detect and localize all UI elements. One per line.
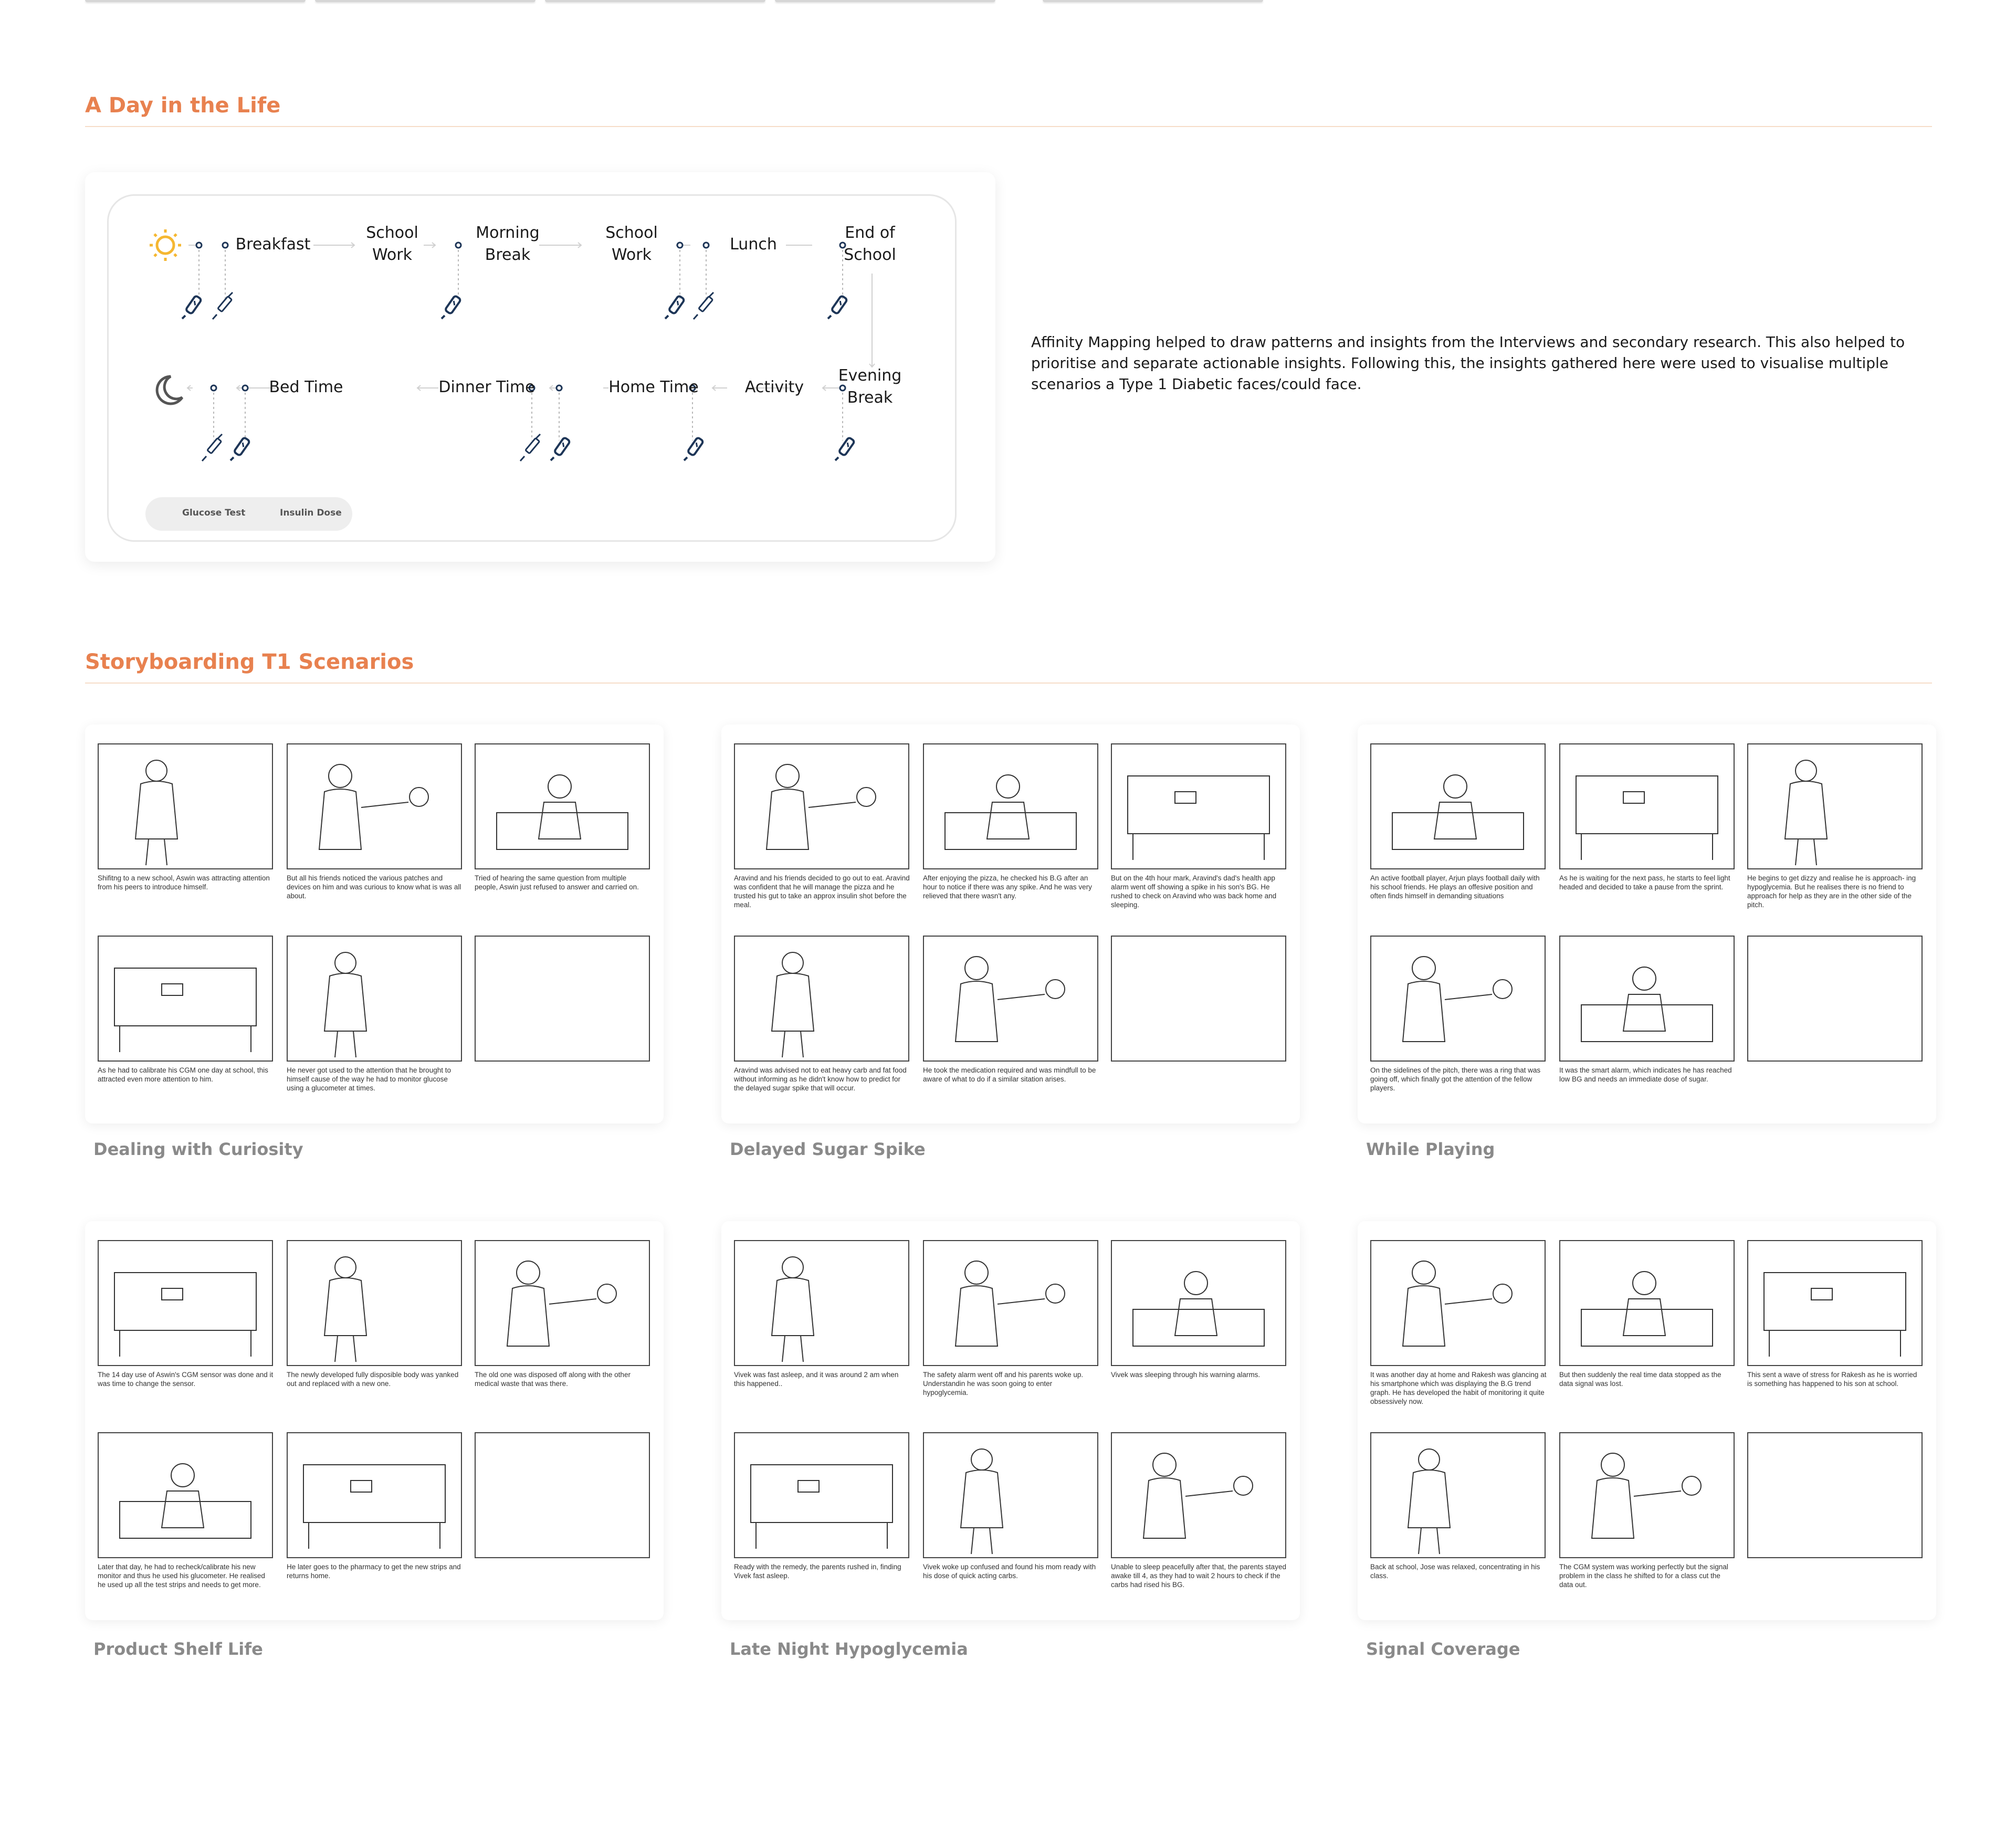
- storyboard-card[interactable]: [85, 724, 664, 1124]
- storyboard-panel: [1559, 743, 1735, 869]
- storyboard-panel: [98, 1240, 273, 1366]
- storyboard-caption: He begins to get dizzy and realise he is approach- ing hypoglycemia. But he realises there is no friend to approach for help as they are in the other side of the pitch.: [1747, 874, 1916, 909]
- section-title-day: A Day in the Life: [85, 93, 281, 118]
- storyboard-title: While Playing: [1366, 1139, 1495, 1159]
- storyboard-panel: [1111, 936, 1286, 1062]
- storyboard-caption: The old one was disposed off along with the other medical waste that was there.: [475, 1371, 631, 1388]
- storyboard-caption: Tried of hearing the same question from multiple people, Aswin just refused to answer and carried on.: [475, 874, 639, 891]
- sun-icon: [150, 229, 181, 261]
- sketch-illustration: [735, 1241, 908, 1365]
- storyboard-caption: The 14 day use of Aswin's CGM sensor was done and it was time to change the sensor.: [98, 1371, 274, 1388]
- storyboard-panel: [287, 936, 462, 1062]
- timeline-node-end-of-school: End of School: [844, 224, 896, 264]
- day-timeline-card: [85, 172, 995, 562]
- sketch-illustration: [1371, 937, 1545, 1060]
- sketch-illustration: [1371, 744, 1545, 868]
- storyboard-caption: Shifitng to a new school, Aswin was attracting attention from his peers to introduce himself.: [98, 874, 270, 891]
- storyboard-panel: [287, 743, 462, 869]
- storyboard-caption: Ready with the remedy, the parents rushed in, finding Vivek fast asleep.: [734, 1563, 901, 1580]
- sketch-illustration: [735, 1433, 908, 1557]
- storyboard-title: Product Shelf Life: [93, 1639, 263, 1659]
- sketch-illustration: [1112, 744, 1285, 868]
- storyboard-caption: But on the 4th hour mark, Aravind's dad's health app alarm went off showing a spike in his son's BG. He rushed to check on Aravind who was back home and sleeping.: [1111, 874, 1277, 909]
- insulin-pen-icon: [213, 292, 233, 319]
- storyboard-panel: [98, 743, 273, 869]
- storyboard-panel: [1747, 743, 1923, 869]
- timeline-node-bed-time: Bed Time: [269, 378, 343, 396]
- timeline-node-school-work: School Work: [605, 224, 658, 264]
- storyboard-caption: He took the medication required and was mindfull to be aware of what to do if a similar sitation arises.: [923, 1066, 1096, 1083]
- glucose-meter-icon: [442, 296, 461, 319]
- storyboard-caption: Vivek was sleeping through his warning alarms.: [1111, 1371, 1261, 1379]
- glucose-meter-icon: [230, 437, 250, 460]
- timeline-node-morning-break: Morning Break: [476, 224, 540, 264]
- storyboard-panel: [287, 1240, 462, 1366]
- storyboard-title: Delayed Sugar Spike: [730, 1139, 926, 1159]
- storyboard-title: Dealing with Curiosity: [93, 1139, 303, 1159]
- storyboard-caption: Unable to sleep peacefully after that, the parents stayed awake till 4, as they had to wait 2 hours to check if the carbs had rised his BG.: [1111, 1563, 1286, 1589]
- sketch-illustration: [99, 1241, 272, 1365]
- storyboard-panel: [1370, 936, 1546, 1062]
- storyboard-panel: [1559, 1240, 1735, 1366]
- day-timeline-frame: [107, 194, 957, 542]
- affinity-description: Affinity Mapping helped to draw patterns and insights from the Interviews and secondary research. This also helped to prioritise and separate actionable insights. Following this, the insights gathered here were used to visualise multiple scenarios a Type 1 Diabetic faces/could face.: [1031, 333, 1905, 393]
- storyboard-panel: [475, 1432, 650, 1558]
- storyboard-panel: [734, 1432, 909, 1558]
- storyboard-caption: This sent a wave of stress for Rakesh as he is worried is something has happened to his son at school.: [1747, 1371, 1917, 1388]
- sketch-illustration: [924, 937, 1097, 1060]
- storyboard-title: Signal Coverage: [1366, 1639, 1520, 1659]
- storyboard-panel: [1370, 1432, 1546, 1558]
- sketch-illustration: [735, 744, 908, 868]
- timeline-node-evening-break: Evening Break: [838, 366, 902, 407]
- storyboard-caption: Aravind was advised not to eat heavy carb and fat food without informing as he didn't know how to predict for the delayed sugar spike that will occur.: [734, 1066, 907, 1092]
- section-divider: [85, 682, 1932, 684]
- storyboard-panel: [287, 1432, 462, 1558]
- storyboard-panel: [1370, 743, 1546, 869]
- storyboard-caption: Later that day, he had to recheck/calibrate his new monitor and thus he used his glucometer. He realised he used up all the test strips and needs to get more.: [98, 1563, 265, 1589]
- timeline-node-home-time: Home Time: [608, 378, 699, 396]
- storyboard-caption: Aravind and his friends decided to go out to eat. Aravind was confident that he will manage the pizza and he trusted his gut to take an approx insulin shot before the meal.: [734, 874, 910, 909]
- section-divider: [85, 126, 1932, 127]
- storyboard-panel: [923, 743, 1098, 869]
- sketch-illustration: [1560, 1241, 1734, 1365]
- storyboard-panel: [1559, 1432, 1735, 1558]
- sketch-illustration: [924, 1241, 1097, 1365]
- storyboard-caption: He later goes to the pharmacy to get the new strips and returns home.: [287, 1563, 461, 1580]
- storyboard-caption: But all his friends noticed the various patches and devices on him and was curious to know what is was all about.: [287, 874, 461, 900]
- timeline-node-lunch: Lunch: [730, 235, 777, 254]
- sketch-illustration: [924, 744, 1097, 868]
- storyboard-panel: [98, 1432, 273, 1558]
- timeline-legend: [145, 497, 352, 531]
- storyboard-panel: [734, 1240, 909, 1366]
- storyboard-caption: On the sidelines of the pitch, there was a ring that was going off, which finally got the attention of the fellow players.: [1370, 1066, 1541, 1092]
- sketch-illustration: [1748, 744, 1922, 868]
- storyboard-caption: It was the smart alarm, which indicates he has reached low BG and needs an immediate dose of sugar.: [1559, 1066, 1732, 1083]
- storyboard-panel: [1747, 1240, 1923, 1366]
- sketch-illustration: [1748, 1241, 1922, 1365]
- storyboard-caption: Back at school, Jose was relaxed, concentrating in his class.: [1370, 1563, 1540, 1580]
- sketch-illustration: [288, 1433, 461, 1557]
- timeline-node-activity: Activity: [744, 378, 804, 396]
- storyboard-panel: [734, 743, 909, 869]
- storyboard-panel: [1111, 743, 1286, 869]
- storyboard-caption: He never got used to the attention that he brought to himself cause of the way he had to monitor glucose using a glucometer at times.: [287, 1066, 451, 1092]
- sketch-illustration: [476, 1241, 649, 1365]
- storyboard-card[interactable]: [1358, 1221, 1936, 1620]
- storyboard-card[interactable]: [1358, 724, 1936, 1124]
- storyboard-caption: The safety alarm went off and his parents woke up. Understandin he was soon going to enter hypoglycemia.: [923, 1371, 1084, 1396]
- glucose-meter-icon: [665, 296, 685, 319]
- glucose-meter-icon: [828, 296, 847, 319]
- storyboard-panel: [923, 936, 1098, 1062]
- glucose-meter-icon: [182, 296, 202, 319]
- moon-icon: [157, 376, 182, 404]
- sketch-illustration: [1112, 1241, 1285, 1365]
- tab-stub[interactable]: [1043, 0, 1263, 2]
- storyboard-panel: [1370, 1240, 1546, 1366]
- storyboard-caption: The newly developed fully disposible body was yanked out and replaced with a new one.: [287, 1371, 459, 1388]
- sketch-illustration: [1371, 1241, 1545, 1365]
- sketch-illustration: [924, 1433, 1097, 1557]
- storyboard-panel: [734, 936, 909, 1062]
- sketch-illustration: [476, 744, 649, 868]
- sketch-illustration: [1371, 1433, 1545, 1557]
- storyboard-panel: [1559, 936, 1735, 1062]
- storyboard-panel: [1747, 936, 1923, 1062]
- sketch-illustration: [1560, 744, 1734, 868]
- glucose-meter-icon: [835, 437, 855, 460]
- storyboard-panel: [1111, 1240, 1286, 1366]
- sketch-illustration: [1560, 937, 1734, 1060]
- storyboard-caption: After enjoying the pizza, he checked his B.G after an hour to notice if there was any spike. And he was very relieved that there wasn't any.: [923, 874, 1092, 900]
- tab-stub[interactable]: [315, 0, 536, 2]
- timeline-node-breakfast: Breakfast: [235, 235, 311, 254]
- sketch-illustration: [1560, 1433, 1734, 1557]
- storyboard-caption: The CGM system was working perfectly but the signal problem in the class he shifted to for a class cut the data out.: [1559, 1563, 1728, 1589]
- storyboard-caption: But then suddenly the real time data stopped as the data signal was lost.: [1559, 1371, 1721, 1388]
- storyboard-caption: It was another day at home and Rakesh was glancing at his smartphone which was displaying the B.G trend graph. He has developed the habit of monitoring it quite obsessively now.: [1370, 1371, 1547, 1405]
- legend-insulin-label: Insulin Dose: [280, 508, 342, 518]
- sketch-illustration: [735, 937, 908, 1060]
- storyboard-panel: [923, 1240, 1098, 1366]
- storyboard-panel: [475, 936, 650, 1062]
- storyboard-caption: Vivek woke up confused and found his mom ready with his dose of quick acting carbs.: [923, 1563, 1096, 1580]
- storyboard-card[interactable]: [721, 1221, 1300, 1620]
- timeline-node-dinner-time: Dinner Time: [438, 378, 535, 396]
- tab-stub[interactable]: [85, 0, 306, 2]
- timeline-node-school-work: School Work: [366, 224, 418, 264]
- tab-stub[interactable]: [545, 0, 765, 2]
- glucose-meter-icon: [551, 437, 570, 460]
- section-title-storyboard: Storyboarding T1 Scenarios: [85, 650, 414, 674]
- sketch-illustration: [99, 744, 272, 868]
- sketch-illustration: [1112, 1433, 1285, 1557]
- storyboard-panel: [1111, 1432, 1286, 1558]
- storyboard-caption: An active football player, Arjun plays football daily with his school friends. He plays an offesive position and often finds himself in demanding situations: [1370, 874, 1540, 900]
- sketch-illustration: [288, 744, 461, 868]
- storyboard-panel: [475, 743, 650, 869]
- sketch-illustration: [288, 1241, 461, 1365]
- sketch-illustration: [99, 937, 272, 1060]
- storyboard-caption: As he had to calibrate his CGM one day at school, this attracted even more attention to him.: [98, 1066, 268, 1083]
- glucose-meter-icon: [684, 437, 704, 460]
- storyboard-panel: [923, 1432, 1098, 1558]
- insulin-pen-icon: [520, 434, 540, 461]
- storyboard-title: Late Night Hypoglycemia: [730, 1639, 968, 1659]
- legend-glucose-label: Glucose Test: [182, 508, 246, 518]
- storyboard-card[interactable]: [721, 724, 1300, 1124]
- storyboard-caption: Vivek was fast asleep, and it was around 2 am when this happened..: [734, 1371, 899, 1388]
- storyboard-panel: [98, 936, 273, 1062]
- insulin-pen-icon: [694, 292, 713, 319]
- storyboard-panel: [1747, 1432, 1923, 1558]
- storyboard-card[interactable]: [85, 1221, 664, 1620]
- sketch-illustration: [99, 1433, 272, 1557]
- sketch-illustration: [288, 937, 461, 1060]
- insulin-pen-icon: [202, 434, 222, 461]
- tab-stub[interactable]: [775, 0, 995, 2]
- storyboard-panel: [475, 1240, 650, 1366]
- storyboard-caption: As he is waiting for the next pass, he starts to feel light headed and decided to take a pause from the sprint.: [1559, 874, 1730, 891]
